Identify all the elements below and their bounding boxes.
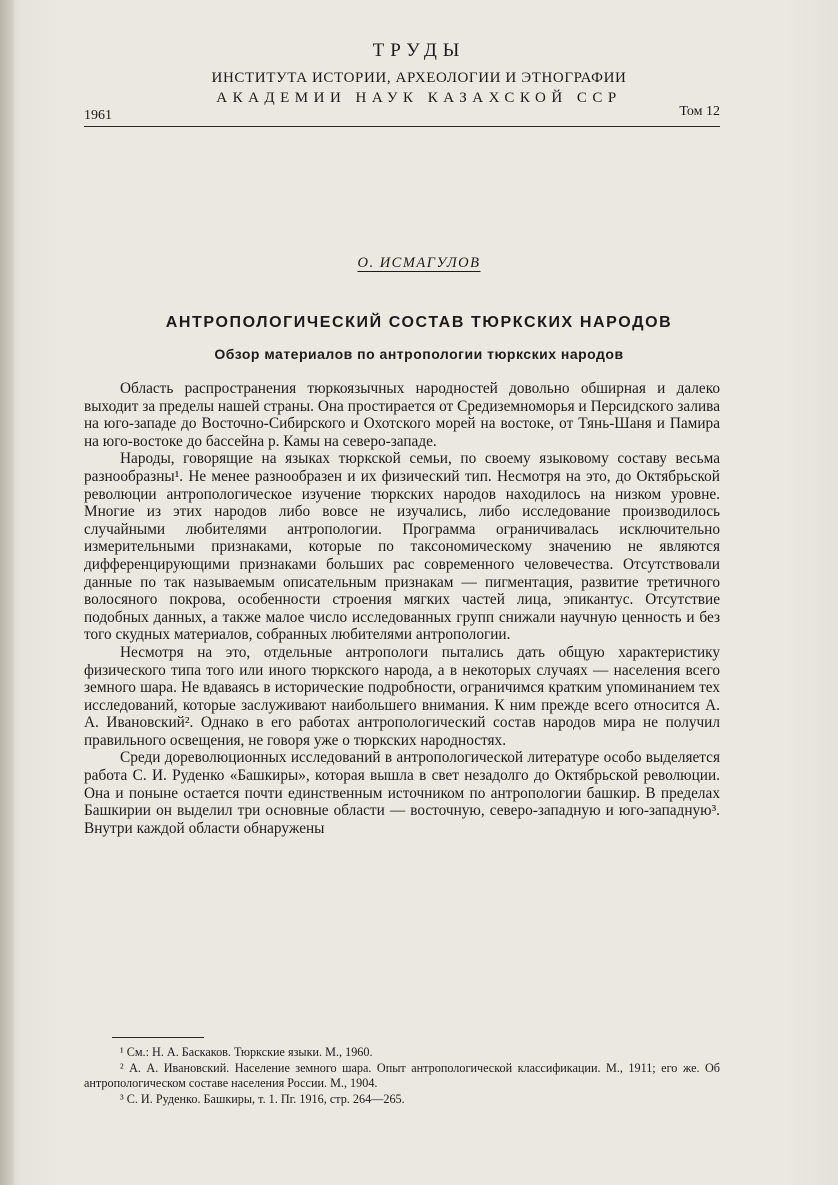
publication-year: 1961: [84, 108, 112, 123]
institute-name: ИНСТИТУТА ИСТОРИИ, АРХЕОЛОГИИ И ЭТНОГРАФИИ: [211, 70, 627, 86]
series-title: ТРУДЫ: [372, 40, 466, 61]
footnote: ¹ См.: Н. А. Баскаков. Тюркские языки. М., 1960.: [120, 1045, 373, 1059]
article-title: АНТРОПОЛОГИЧЕСКИЙ СОСТАВ ТЮРКСКИХ НАРОДОВ: [165, 314, 673, 331]
header-rule: [84, 126, 720, 127]
page-binding-edge: [0, 0, 14, 1185]
article-author: [0, 255, 838, 272]
body-paragraph: Среди дореволюционных исследований в антропологической литературе особо выделяется работа С. И. Руденко «Башкиры», которая вышла в свет незадолго до Октябрьской революции. Она и поныне остается почти единственным источником по антропологии башкир. В пределах Башкирии он выделил три основные области — восточную, северо-западную и юго-западную³. Внутри каждой области обнаружены: [84, 749, 720, 837]
author-name: О. ИСМАГУЛОВ: [357, 255, 481, 271]
article-subtitle: Обзор материалов по антропологии тюркских народов: [214, 346, 624, 362]
footnote: ³ С. И. Руденко. Башкиры, т. 1. Пг. 1916, стр. 264—265.: [120, 1092, 405, 1107]
footnotes: [84, 1045, 720, 1107]
volume-number: Том 12: [679, 104, 720, 119]
body-paragraph: Несмотря на это, отдельные антропологи пытались дать общую характеристику физического типа того или иного тюркского народа, а в некоторых случаях — населения всего земного шара. Не вдаваясь в исторические подробности, ограничимся кратким упоминанием тех исследований, которые заслуживают наибольшего внимания. К ним прежде всего относится А. А. Ивановский². Однако в его работах антропологический состав народов мира не получил правильного освещения, не говоря уже о тюркских народностях.: [84, 643, 720, 749]
body-paragraph: Область распространения тюркоязычных народностей довольно обширная и далеко выходит за пределы нашей страны. Она простирается от Средиземноморья и Персидского залива на юго-западе до Восточно-Сибирского и Охотского морей на востоке, от Тянь-Шаня и Памира на юго-востоке до бассейна р. Камы на северо-западе.: [84, 380, 720, 450]
footnote-rule: [112, 1037, 204, 1038]
footnote: ² А. А. Ивановский. Население земного шара. Опыт антропологической классификации. М., 1911; его же. Об антропологическом составе населения России. М., 1904.: [84, 1061, 720, 1090]
academy-name: АКАДЕМИИ НАУК КАЗАХСКОЙ ССР: [216, 90, 622, 106]
body-paragraph: Народы, говорящие на языках тюркской семьи, по своему языковому составу весьма разнообразны¹. Не менее разнообразен и их физический тип. Несмотря на это, до Октябрьской революции антропологическое изучение тюркских народов находилось на низком уровне. Многие из этих народов либо вовсе не изучались, либо исследование производилось случайными любителями антропологии. Программа ограничивалась исключительно измерительными признаками, которые по таксономическому значению не являются дифференцирующими признаками больших рас современного человечества. Отсутствовали данные по так называемым описательным признакам — пигментация, развитие третичного волосяного покрова, особенности строения мягких частей лица, эпикантус. Отсутствие подобных данных, а также малое число исследованных групп снижали научную ценность и без того скудных материалов, собранных любителями антропологии.: [84, 450, 720, 644]
article-body: [84, 380, 720, 837]
